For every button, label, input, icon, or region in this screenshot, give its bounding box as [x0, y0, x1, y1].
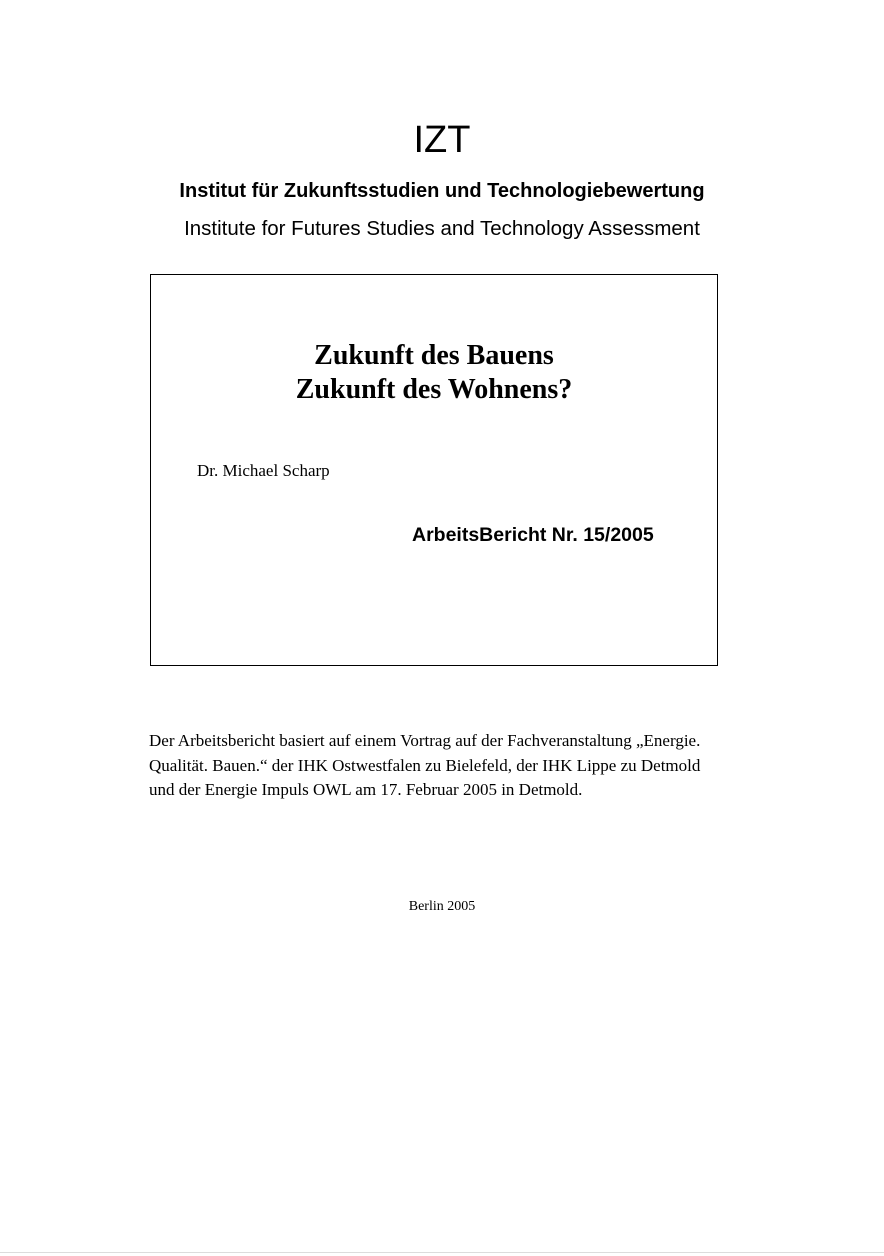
- report-title-line-2: Zukunft des Wohnens?: [295, 374, 573, 405]
- report-title-line-1: Zukunft des Bauens: [314, 340, 554, 371]
- report-note-line-2: Qualität. Bauen.“ der IHK Ostwestfalen zu Bielefeld, der IHK Lippe zu Detmold: [149, 755, 701, 775]
- report-title: [151, 339, 717, 407]
- report-note: [149, 729, 749, 803]
- page-bottom-edge: [0, 1252, 884, 1253]
- report-note-line-3: und der Energie Impuls OWL am 17. Februar 2005 in Detmold.: [149, 780, 583, 799]
- institute-name-english: Institute for Futures Studies and Technology Assessment: [184, 217, 700, 240]
- title-box: [150, 274, 718, 666]
- report-note-line-1: Der Arbeitsbericht basiert auf einem Vortrag auf der Fachveranstaltung „Energie.: [149, 731, 701, 750]
- institute-abbreviation: IZT: [413, 119, 471, 161]
- author-name: Dr. Michael Scharp: [197, 461, 330, 480]
- place-and-date: Berlin 2005: [408, 899, 476, 914]
- report-number: ArbeitsBericht Nr. 15/2005: [412, 524, 654, 546]
- institute-name-german: Institut für Zukunftsstudien und Technologiebewertung: [179, 180, 705, 202]
